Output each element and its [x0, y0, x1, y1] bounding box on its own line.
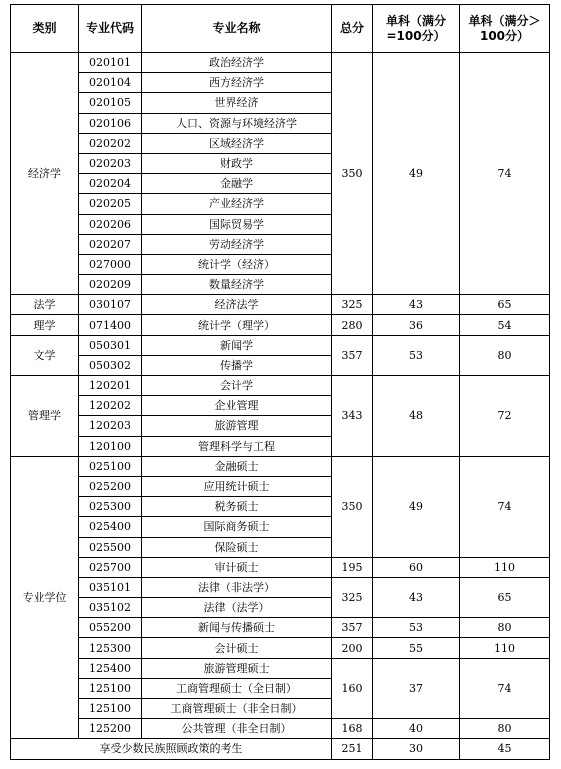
table-row [11, 456, 550, 476]
name-cell: 财政学 [142, 153, 332, 173]
name-cell: 人口、资源与环境经济学 [142, 113, 332, 133]
code-cell: 027000 [79, 254, 142, 274]
total-cell: 200 [332, 638, 373, 658]
single-100-cell: 49 [373, 53, 460, 295]
code-cell: 120100 [79, 436, 142, 456]
code-cell: 020206 [79, 214, 142, 234]
table-row [11, 577, 550, 597]
code-cell: 025200 [79, 476, 142, 496]
name-cell: 工商管理硕士（非全日制） [142, 699, 332, 719]
single-100-cell: 53 [373, 335, 460, 375]
name-cell: 旅游管理硕士 [142, 658, 332, 678]
header-single-over100: 单科（满分＞100分） [460, 5, 550, 53]
code-cell: 125100 [79, 678, 142, 698]
single-over100-cell: 65 [460, 295, 550, 315]
table-row [11, 557, 550, 577]
total-cell: 168 [332, 719, 373, 739]
name-cell: 统计学（经济） [142, 254, 332, 274]
code-cell: 055200 [79, 618, 142, 638]
single-over100-cell: 80 [460, 335, 550, 375]
header-single-100: 单科（满分=100分） [373, 5, 460, 53]
table-row [11, 618, 550, 638]
header-total: 总分 [332, 5, 373, 53]
name-cell: 产业经济学 [142, 194, 332, 214]
single-over100-cell: 74 [460, 53, 550, 295]
category-cell: 管理学 [11, 376, 79, 457]
table-row [11, 638, 550, 658]
footer-total: 251 [332, 739, 373, 759]
name-cell: 法律（法学） [142, 598, 332, 618]
code-cell: 025500 [79, 537, 142, 557]
total-cell: 343 [332, 376, 373, 457]
name-cell: 法律（非法学） [142, 577, 332, 597]
name-cell: 企业管理 [142, 396, 332, 416]
table-row [11, 335, 550, 355]
name-cell: 管理科学与工程 [142, 436, 332, 456]
code-cell: 050301 [79, 335, 142, 355]
category-cell: 理学 [11, 315, 79, 335]
single-100-cell: 36 [373, 315, 460, 335]
single-over100-cell: 74 [460, 658, 550, 719]
name-cell: 国际贸易学 [142, 214, 332, 234]
table-row [11, 376, 550, 396]
header-row [11, 5, 550, 53]
code-cell: 020104 [79, 73, 142, 93]
code-cell: 020204 [79, 174, 142, 194]
code-cell: 025400 [79, 517, 142, 537]
single-100-cell: 43 [373, 295, 460, 315]
category-cell: 经济学 [11, 53, 79, 295]
total-cell: 160 [332, 658, 373, 719]
code-cell: 125100 [79, 699, 142, 719]
table-row [11, 295, 550, 315]
single-over100-cell: 54 [460, 315, 550, 335]
table-row [11, 315, 550, 335]
footer-single-over100: 45 [460, 739, 550, 759]
single-over100-cell: 65 [460, 577, 550, 617]
code-cell: 125200 [79, 719, 142, 739]
code-cell: 030107 [79, 295, 142, 315]
single-over100-cell: 110 [460, 638, 550, 658]
code-cell: 120201 [79, 376, 142, 396]
total-cell: 325 [332, 577, 373, 617]
name-cell: 国际商务硕士 [142, 517, 332, 537]
name-cell: 会计硕士 [142, 638, 332, 658]
table-row [11, 53, 550, 73]
name-cell: 会计学 [142, 376, 332, 396]
code-cell: 125300 [79, 638, 142, 658]
single-100-cell: 55 [373, 638, 460, 658]
total-cell: 280 [332, 315, 373, 335]
name-cell: 劳动经济学 [142, 234, 332, 254]
name-cell: 新闻学 [142, 335, 332, 355]
name-cell: 区域经济学 [142, 133, 332, 153]
single-over100-cell: 110 [460, 557, 550, 577]
footer-label: 享受少数民族照顾政策的考生 [11, 739, 332, 759]
single-100-cell: 43 [373, 577, 460, 617]
category-cell: 文学 [11, 335, 79, 375]
single-over100-cell: 80 [460, 719, 550, 739]
code-cell: 025100 [79, 456, 142, 476]
single-100-cell: 37 [373, 658, 460, 719]
single-100-cell: 49 [373, 456, 460, 557]
name-cell: 金融硕士 [142, 456, 332, 476]
single-over100-cell: 74 [460, 456, 550, 557]
name-cell: 西方经济学 [142, 73, 332, 93]
name-cell: 工商管理硕士（全日制） [142, 678, 332, 698]
name-cell: 审计硕士 [142, 557, 332, 577]
total-cell: 350 [332, 53, 373, 295]
code-cell: 020202 [79, 133, 142, 153]
code-cell: 120202 [79, 396, 142, 416]
table-row [11, 658, 550, 678]
single-over100-cell: 72 [460, 376, 550, 457]
name-cell: 金融学 [142, 174, 332, 194]
code-cell: 071400 [79, 315, 142, 335]
total-cell: 195 [332, 557, 373, 577]
name-cell: 经济法学 [142, 295, 332, 315]
score-table [10, 4, 550, 760]
code-cell: 050302 [79, 355, 142, 375]
name-cell: 新闻与传播硕士 [142, 618, 332, 638]
header-name: 专业名称 [142, 5, 332, 53]
category-cell: 专业学位 [11, 456, 79, 739]
total-cell: 357 [332, 618, 373, 638]
single-100-cell: 60 [373, 557, 460, 577]
code-cell: 025300 [79, 497, 142, 517]
name-cell: 世界经济 [142, 93, 332, 113]
total-cell: 325 [332, 295, 373, 315]
total-cell: 350 [332, 456, 373, 557]
code-cell: 020209 [79, 275, 142, 295]
single-100-cell: 53 [373, 618, 460, 638]
header-code: 专业代码 [79, 5, 142, 53]
code-cell: 020105 [79, 93, 142, 113]
code-cell: 025700 [79, 557, 142, 577]
name-cell: 应用统计硕士 [142, 476, 332, 496]
single-100-cell: 40 [373, 719, 460, 739]
category-cell: 法学 [11, 295, 79, 315]
name-cell: 数量经济学 [142, 275, 332, 295]
name-cell: 保险硕士 [142, 537, 332, 557]
code-cell: 125400 [79, 658, 142, 678]
name-cell: 公共管理（非全日制） [142, 719, 332, 739]
name-cell: 税务硕士 [142, 497, 332, 517]
name-cell: 传播学 [142, 355, 332, 375]
table-row [11, 719, 550, 739]
name-cell: 统计学（理学） [142, 315, 332, 335]
code-cell: 120203 [79, 416, 142, 436]
single-over100-cell: 80 [460, 618, 550, 638]
footer-single-100: 30 [373, 739, 460, 759]
code-cell: 020205 [79, 194, 142, 214]
name-cell: 旅游管理 [142, 416, 332, 436]
code-cell: 020203 [79, 153, 142, 173]
code-cell: 035102 [79, 598, 142, 618]
single-100-cell: 48 [373, 376, 460, 457]
header-category: 类别 [11, 5, 79, 53]
code-cell: 020101 [79, 53, 142, 73]
code-cell: 035101 [79, 577, 142, 597]
total-cell: 357 [332, 335, 373, 375]
name-cell: 政治经济学 [142, 53, 332, 73]
code-cell: 020207 [79, 234, 142, 254]
footer-row [11, 739, 550, 759]
code-cell: 020106 [79, 113, 142, 133]
